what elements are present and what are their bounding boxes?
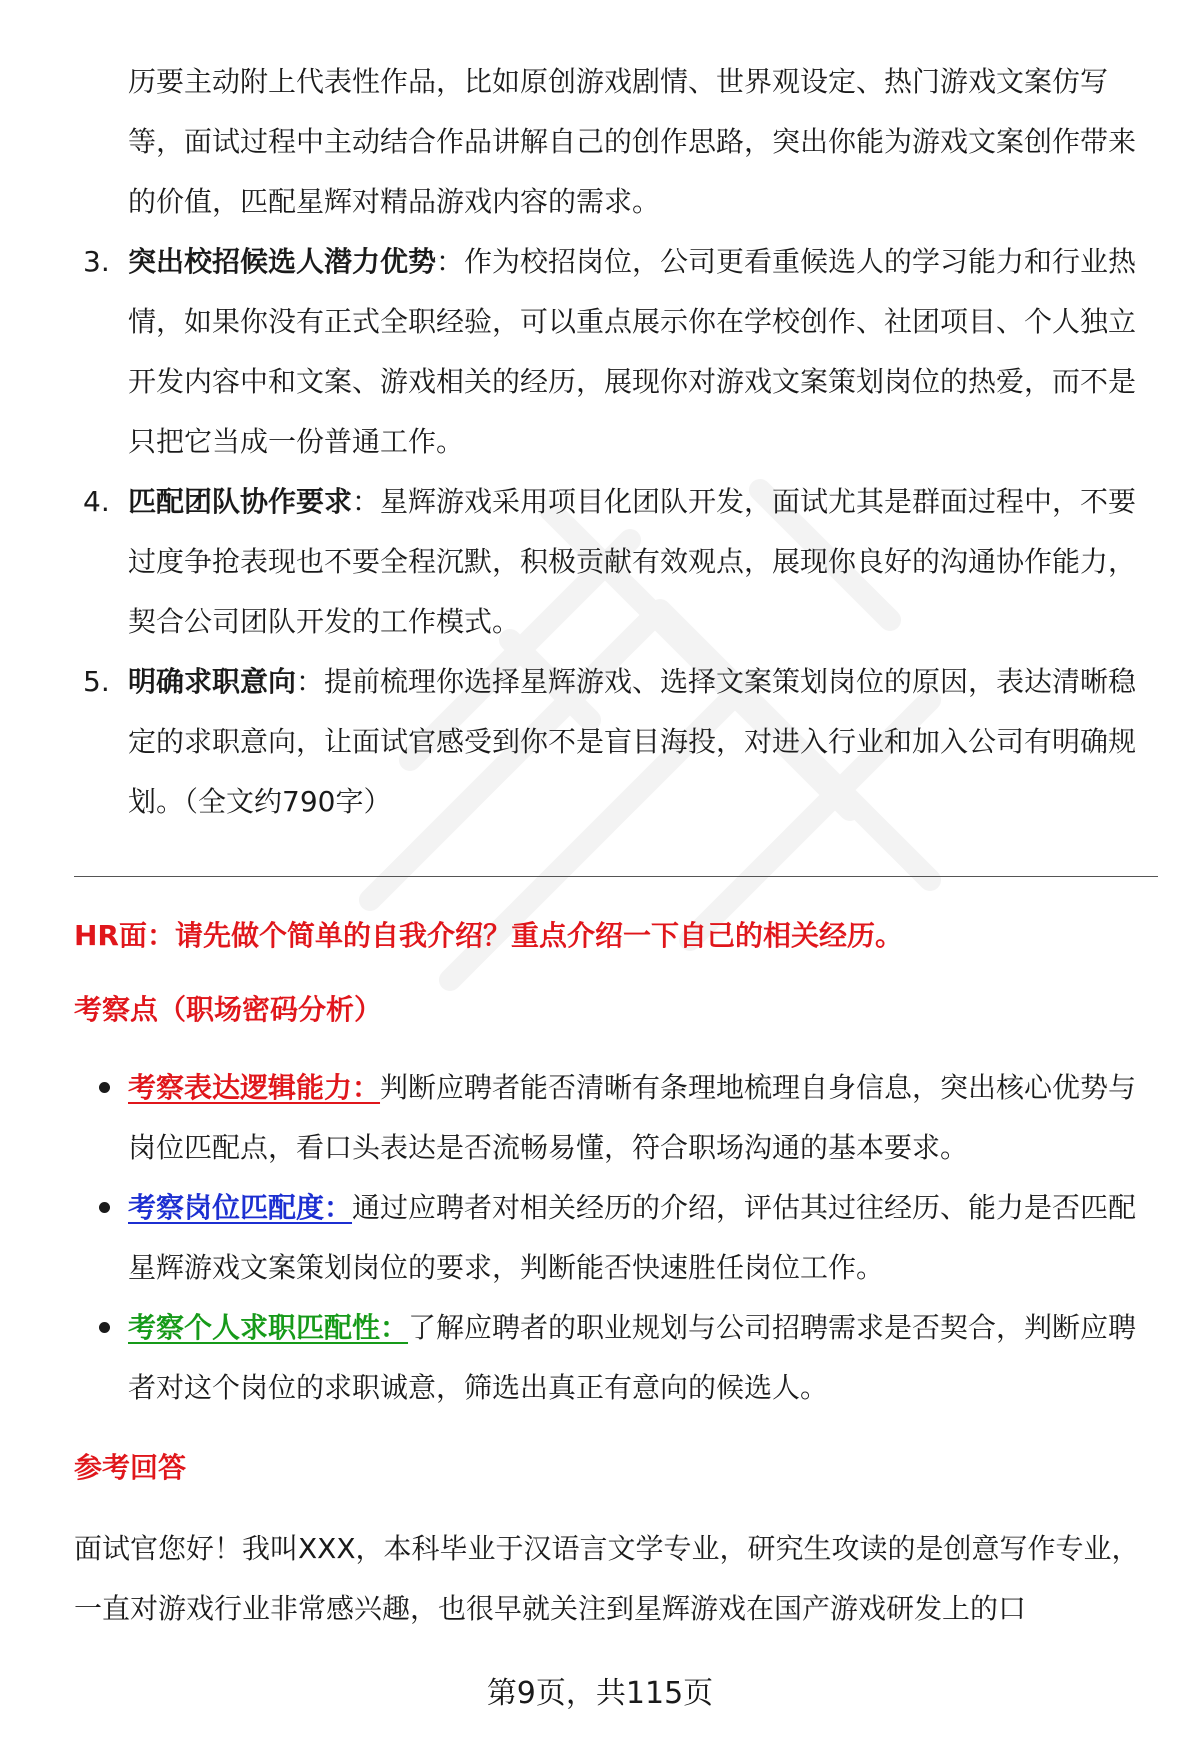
assessment-text: 通过应聘者对相关经历的介绍，评估其过往经历、能力是否匹配星辉游戏文案策划岗位的要求，判断能否快速胜任岗位工作。 <box>128 1191 1137 1284</box>
item-number: 4. <box>83 485 110 518</box>
item-title: 明确求职意向 <box>128 665 297 698</box>
item-title: 突出校招候选人潜力优势 <box>128 245 437 278</box>
assessment-label: 考察个人求职匹配性： <box>128 1311 409 1344</box>
item-number: 3. <box>83 245 110 278</box>
list-item <box>128 1178 1138 1298</box>
assessment-text: 判断应聘者能否清晰有条理地梳理自身信息，突出核心优势与岗位匹配点，看口头表达是否流畅易懂，符合职场沟通的基本要求。 <box>128 1071 1137 1164</box>
previous-item-continuation: 历要主动附上代表性作品，比如原创游戏剧情、世界观设定、热门游戏文案仿写等，面试过程中主动结合作品讲解自己的创作思路，突出你能为游戏文案创作带来的价值，匹配星辉对精品游戏内容的需求。 <box>128 65 1137 218</box>
reference-answer-text: 面试官您好！我叫XXX，本科毕业于汉语言文学专业，研究生攻读的是创意写作专业，一直对游戏行业非常感兴趣，也很早就关注到星辉游戏在国产游戏研发上的口 <box>74 1532 1140 1625</box>
tips-list <box>83 232 1138 832</box>
item-text: ：星辉游戏采用项目化团队开发，面试尤其是群面过程中，不要过度争抢表现也不要全程沉默，积极贡献有效观点，展现你良好的沟通协作能力，契合公司团队开发的工作模式。 <box>128 485 1137 638</box>
list-item <box>83 232 1138 472</box>
bullet-icon <box>99 1202 110 1213</box>
bullet-icon <box>99 1322 110 1333</box>
section-divider <box>74 876 1158 877</box>
assessment-label: 考察岗位匹配度： <box>128 1191 353 1224</box>
assessment-heading: 考察点（职场密码分析） <box>74 993 383 1026</box>
reference-answer-heading: 参考回答 <box>74 1451 187 1484</box>
assessment-label: 考察表达逻辑能力： <box>128 1071 381 1104</box>
page-number: 第9页，共115页 <box>486 1676 714 1711</box>
item-title: 匹配团队协作要求 <box>128 485 353 518</box>
item-number: 5. <box>83 665 110 698</box>
list-item <box>83 652 1138 832</box>
assessment-text: 了解应聘者的职业规划与公司招聘需求是否契合，判断应聘者对这个岗位的求职诚意，筛选出真正有意向的候选人。 <box>128 1311 1137 1404</box>
interview-question: HR面：请先做个简单的自我介绍？重点介绍一下自己的相关经历。 <box>74 919 903 952</box>
assessment-list <box>128 1058 1138 1418</box>
item-text: ：提前梳理你选择星辉游戏、选择文案策划岗位的原因，表达清晰稳定的求职意向，让面试官感受到你不是盲目海投，对进入行业和加入公司有明确规划。（全文约790字） <box>128 665 1137 818</box>
list-item <box>128 1058 1138 1178</box>
list-item <box>128 1298 1138 1418</box>
list-item <box>83 472 1138 652</box>
item-text: ：作为校招岗位，公司更看重候选人的学习能力和行业热情，如果你没有正式全职经验，可以重点展示你在学校创作、社团项目、个人独立开发内容中和文案、游戏相关的经历，展现你对游戏文案策划岗位的热爱，而不是只把它当成一份普通工作。 <box>128 245 1137 458</box>
bullet-icon <box>99 1082 110 1093</box>
